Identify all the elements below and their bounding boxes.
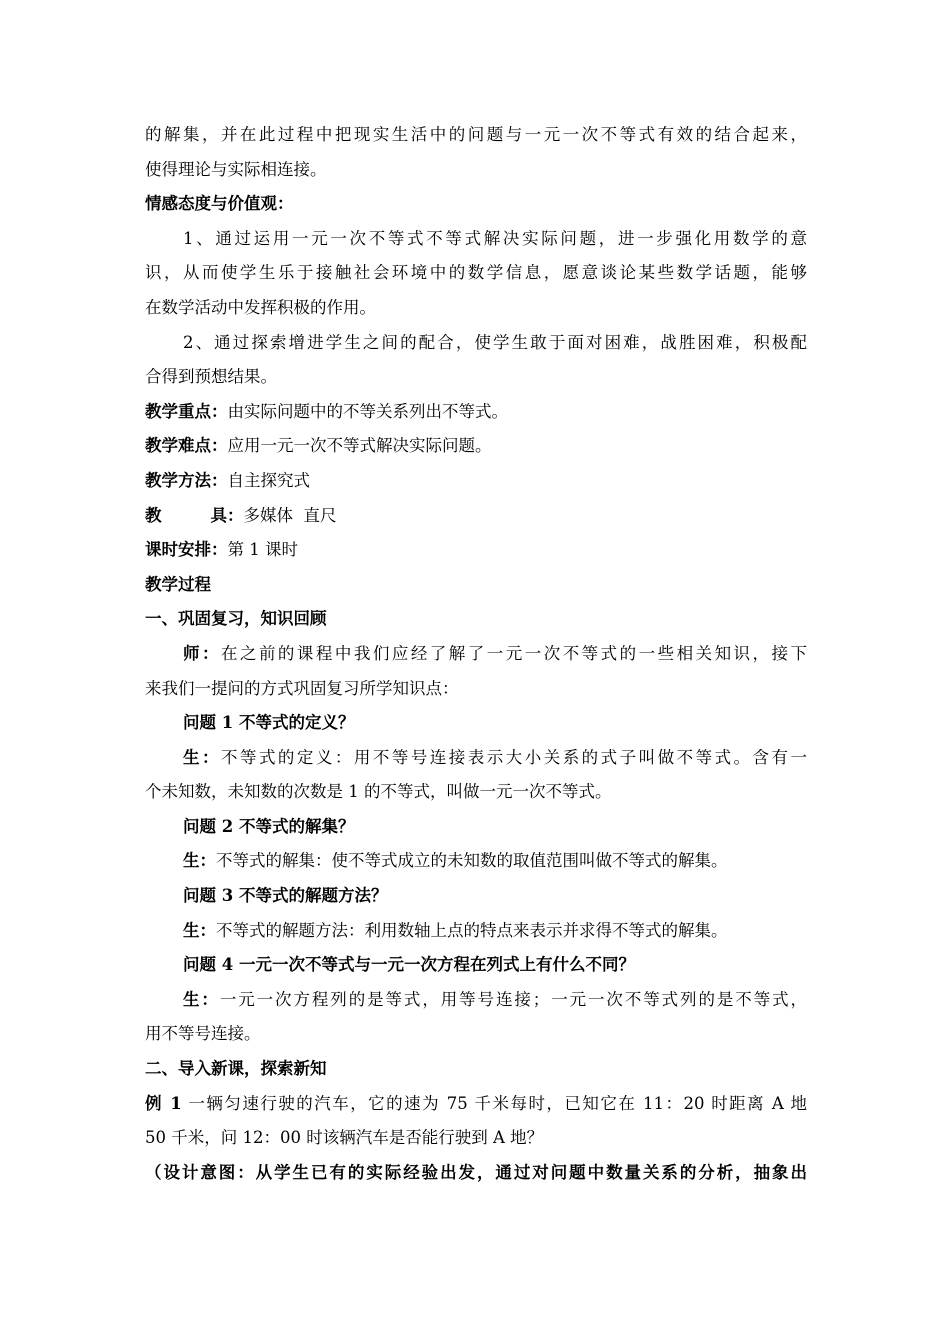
teaching-difficulty-value: 应用一元一次不等式解决实际问题。	[227, 436, 492, 456]
answer-text: 不等式的解集：使不等式成立的未知数的取值范围叫做不等式的解集。	[216, 851, 728, 871]
teaching-tools-value: 多媒体 直尺	[243, 505, 337, 525]
teaching-difficulty-label: 教学难点：	[145, 436, 228, 456]
paragraph-line: 1、通过运用一元一次不等式不等式解决实际问题，进一步强化用数学的意	[183, 228, 807, 248]
paragraph-line: 的解集，并在此过程中把现实生活中的问题与一元一次不等式有效的结合起来，	[145, 125, 807, 144]
answer-4	[145, 983, 807, 1018]
teacher-label: 师：	[183, 643, 221, 663]
example-label: 例 1	[145, 1093, 182, 1113]
question-1: 问题 1 不等式的定义？	[183, 713, 355, 733]
paragraph-line: 在数学活动中发挥积极的作用。	[145, 297, 376, 317]
teacher-line	[145, 637, 807, 672]
paragraph-line: 2、通过探索增进学生之间的配合，使学生敢于面对困难，战胜困难，积极配	[183, 332, 807, 352]
student-label: 生：	[183, 920, 216, 940]
answer-text: 不等式的解题方法：利用数轴上点的特点来表示并求得不等式的解集。	[216, 920, 728, 940]
teaching-method	[145, 464, 807, 499]
question-3: 问题 3 不等式的解题方法？	[183, 886, 388, 906]
teaching-method-value: 自主探究式	[227, 470, 310, 490]
paragraph-line: 用不等号连接。	[145, 1024, 261, 1044]
class-schedule-value: 第 1 课时	[227, 540, 298, 560]
answer-text: 一元一次方程列的是等式，用等号连接；一元一次不等式列的是不等式，	[219, 989, 807, 1009]
teaching-focus	[145, 395, 807, 430]
class-schedule	[145, 533, 807, 568]
teaching-tools-label-2: 具：	[210, 505, 244, 525]
paragraph-line: 个未知数，未知数的次数是 1 的不等式，叫做一元一次不等式。	[145, 782, 612, 802]
teaching-tools-label-1: 教	[145, 505, 162, 525]
student-label: 生：	[183, 747, 221, 767]
student-label: 生：	[183, 989, 220, 1009]
affect-heading: 情感态度与价值观：	[145, 194, 294, 214]
teaching-focus-label: 教学重点：	[145, 401, 228, 421]
answer-1	[145, 741, 807, 776]
section1-heading: 一、巩固复习，知识回顾	[145, 609, 327, 629]
teaching-tools	[145, 499, 807, 534]
answer-3	[145, 914, 807, 949]
process-heading: 教学过程	[145, 574, 211, 594]
teacher-text: 在之前的课程中我们应经了解了一元一次不等式的一些相关知识，接下	[220, 643, 807, 663]
question-2: 问题 2 不等式的解集？	[183, 816, 355, 836]
question-4: 问题 4 一元一次不等式与一元一次方程在列式上有什么不同？	[183, 955, 635, 975]
document-body	[145, 118, 807, 1190]
paragraph-line: 50 千米，问 12：00 时该辆汽车是否能行驶到 A 地？	[145, 1128, 544, 1148]
teaching-focus-value: 由实际问题中的不等关系列出不等式。	[227, 401, 508, 421]
answer-text: 不等式的定义：用不等号连接表示大小关系的式子叫做不等式。含有一	[220, 747, 807, 767]
answer-2	[145, 844, 807, 879]
paragraph-line: 使得理论与实际相连接。	[145, 159, 327, 179]
paragraph-line: 来我们一提问的方式巩固复习所学知识点：	[145, 678, 459, 698]
design-intent: （设计意图：从学生已有的实际经验出发，通过对问题中数量关系的分析，抽象出	[145, 1162, 807, 1182]
example-1	[145, 1087, 807, 1122]
paragraph-line: 识，从而使学生乐于接触社会环境中的数学信息，愿意谈论某些数学话题，能够	[145, 263, 807, 283]
class-schedule-label: 课时安排：	[145, 540, 228, 560]
example-text: 一辆匀速行驶的汽车，它的速为 75 千米每时，已知它在 11：20 时距离 A 地	[181, 1093, 807, 1113]
paragraph-line: 合得到预想结果。	[145, 367, 277, 387]
teaching-difficulty	[145, 429, 807, 464]
teaching-method-label: 教学方法：	[145, 470, 228, 490]
section2-heading: 二、导入新课，探索新知	[145, 1059, 327, 1079]
student-label: 生：	[183, 851, 216, 871]
